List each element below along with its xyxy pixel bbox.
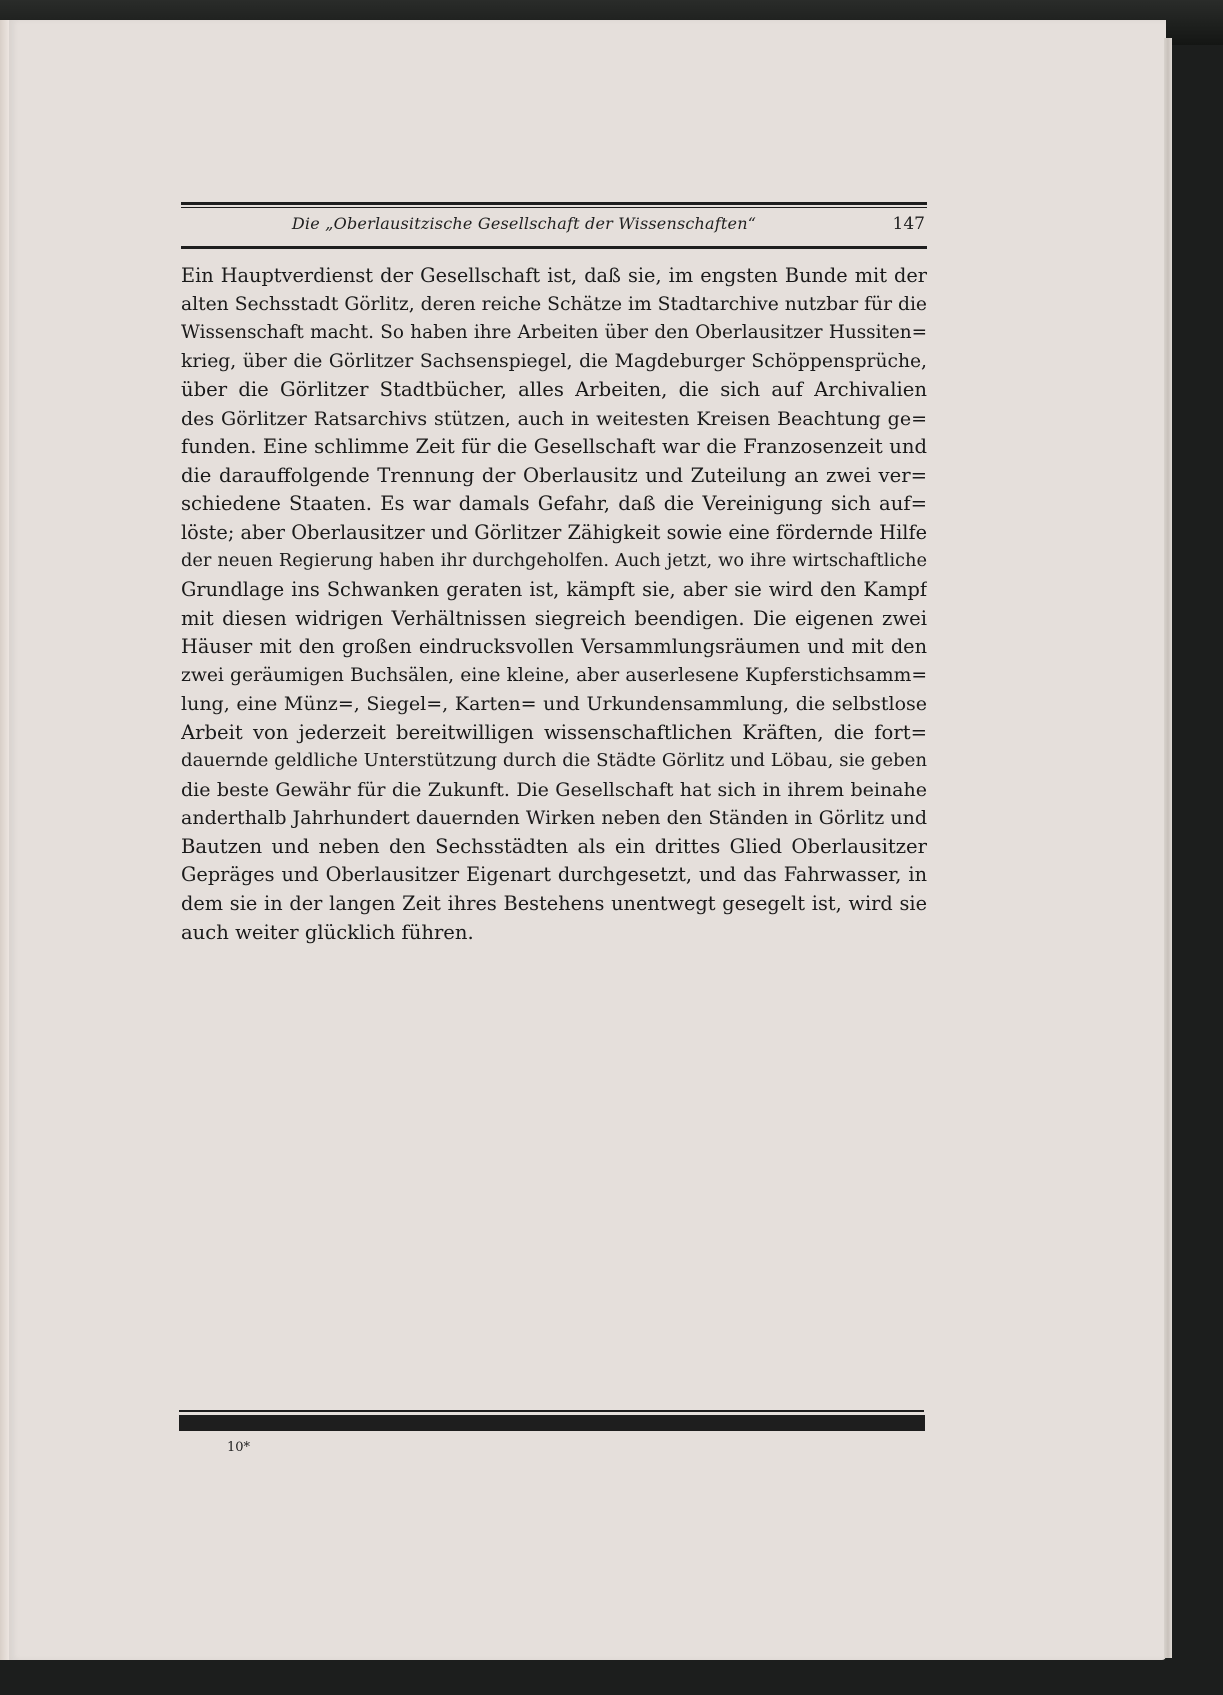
text-line: Grundlage ins Schwanken geraten ist, kämpft sie, aber sie wird den Kampf [181,578,927,602]
text-line: dem sie in der langen Zeit ihres Bestehens unentwegt gesegelt ist, wird sie [181,892,927,916]
footer-rule-thin [179,1410,924,1412]
text-line: lung, eine Münz=, Siegel=, Karten= und Urkundensammlung, die selbstlose [181,693,927,716]
text-line: mit diesen widrigen Verhältnissen siegreich beendigen. Die eigenen zwei [181,606,927,630]
text-line: zwei geräumigen Buchsälen, eine kleine, aber auserlesene Kupferstichsamm= [181,664,927,686]
text-line: dauernde geldliche Unterstützung durch die Städte Görlitz und Löbau, sie geben [181,750,927,772]
text-line: schiedene Staaten. Es war damals Gefahr, daß die Vereinigung sich auf= [181,492,927,516]
text-line: Bautzen und neben den Sechsstädten als ein drittes Glied Oberlausitzer [181,834,927,858]
text-line: des Görlitzer Ratsarchivs stützen, auch in weitesten Kreisen Beachtung ge= [181,407,927,430]
text-line: Häuser mit den großen eindrucksvollen Versammlungsräumen und mit den [181,635,927,659]
text-line: Arbeit von jederzeit bereitwilligen wissenschaftlichen Kräften, die fort= [181,720,927,744]
page-number: 147 [892,214,925,234]
text-line: funden. Eine schlimme Zeit für die Gesellschaft war die Franzosenzeit und [181,435,927,459]
text-line-last: auch weiter glücklich führen. [181,920,474,944]
text-line: der neuen Regierung haben ihr durchgeholfen. Auch jetzt, wo ihre wirtschaftliche [181,550,927,572]
footer-rule-thick [179,1415,925,1431]
signature-mark: 10* [227,1440,251,1455]
header-rule-bottom [181,246,927,249]
page-edge-stack [1164,38,1172,1658]
text-line: anderthalb Jahrhundert dauernden Wirken neben den Ständen in Görlitz und [181,807,927,830]
page-gutter [0,20,9,1660]
text-line: Gepräges und Oberlausitzer Eigenart durchgesetzt, und das Fahrwasser, in [181,863,927,887]
running-head: Die „Oberlausitzische Gesellschaft der Wissenschaften“ [291,214,757,233]
text-line: löste; aber Oberlausitzer und Görlitzer Zähigkeit sowie eine fördernde Hilfe [181,520,927,544]
text-line: die darauffolgende Trennung der Oberlausitz und Zuteilung an zwei ver= [181,463,927,487]
text-line: Ein Hauptverdienst der Gesellschaft ist, daß sie, im engsten Bunde mit der [181,264,927,287]
text-line: über die Görlitzer Stadtbücher, alles Arbeiten, die sich auf Archivalien [181,378,927,402]
page-header [181,212,927,242]
text-line: Wissenschaft macht. So haben ihre Arbeiten über den Oberlausitzer Hussiten= [181,322,927,344]
text-line: die beste Gewähr für die Zukunft. Die Gesellschaft hat sich in ihrem beinahe [181,778,927,801]
body-paragraph [181,262,927,947]
text-line: krieg, über die Görlitzer Sachsenspiegel, die Magdeburger Schöppensprüche, [181,350,927,372]
header-rule-double [181,202,927,208]
text-line: alten Sechsstadt Görlitz, deren reiche Schätze im Stadtarchive nutzbar für die [181,293,927,315]
